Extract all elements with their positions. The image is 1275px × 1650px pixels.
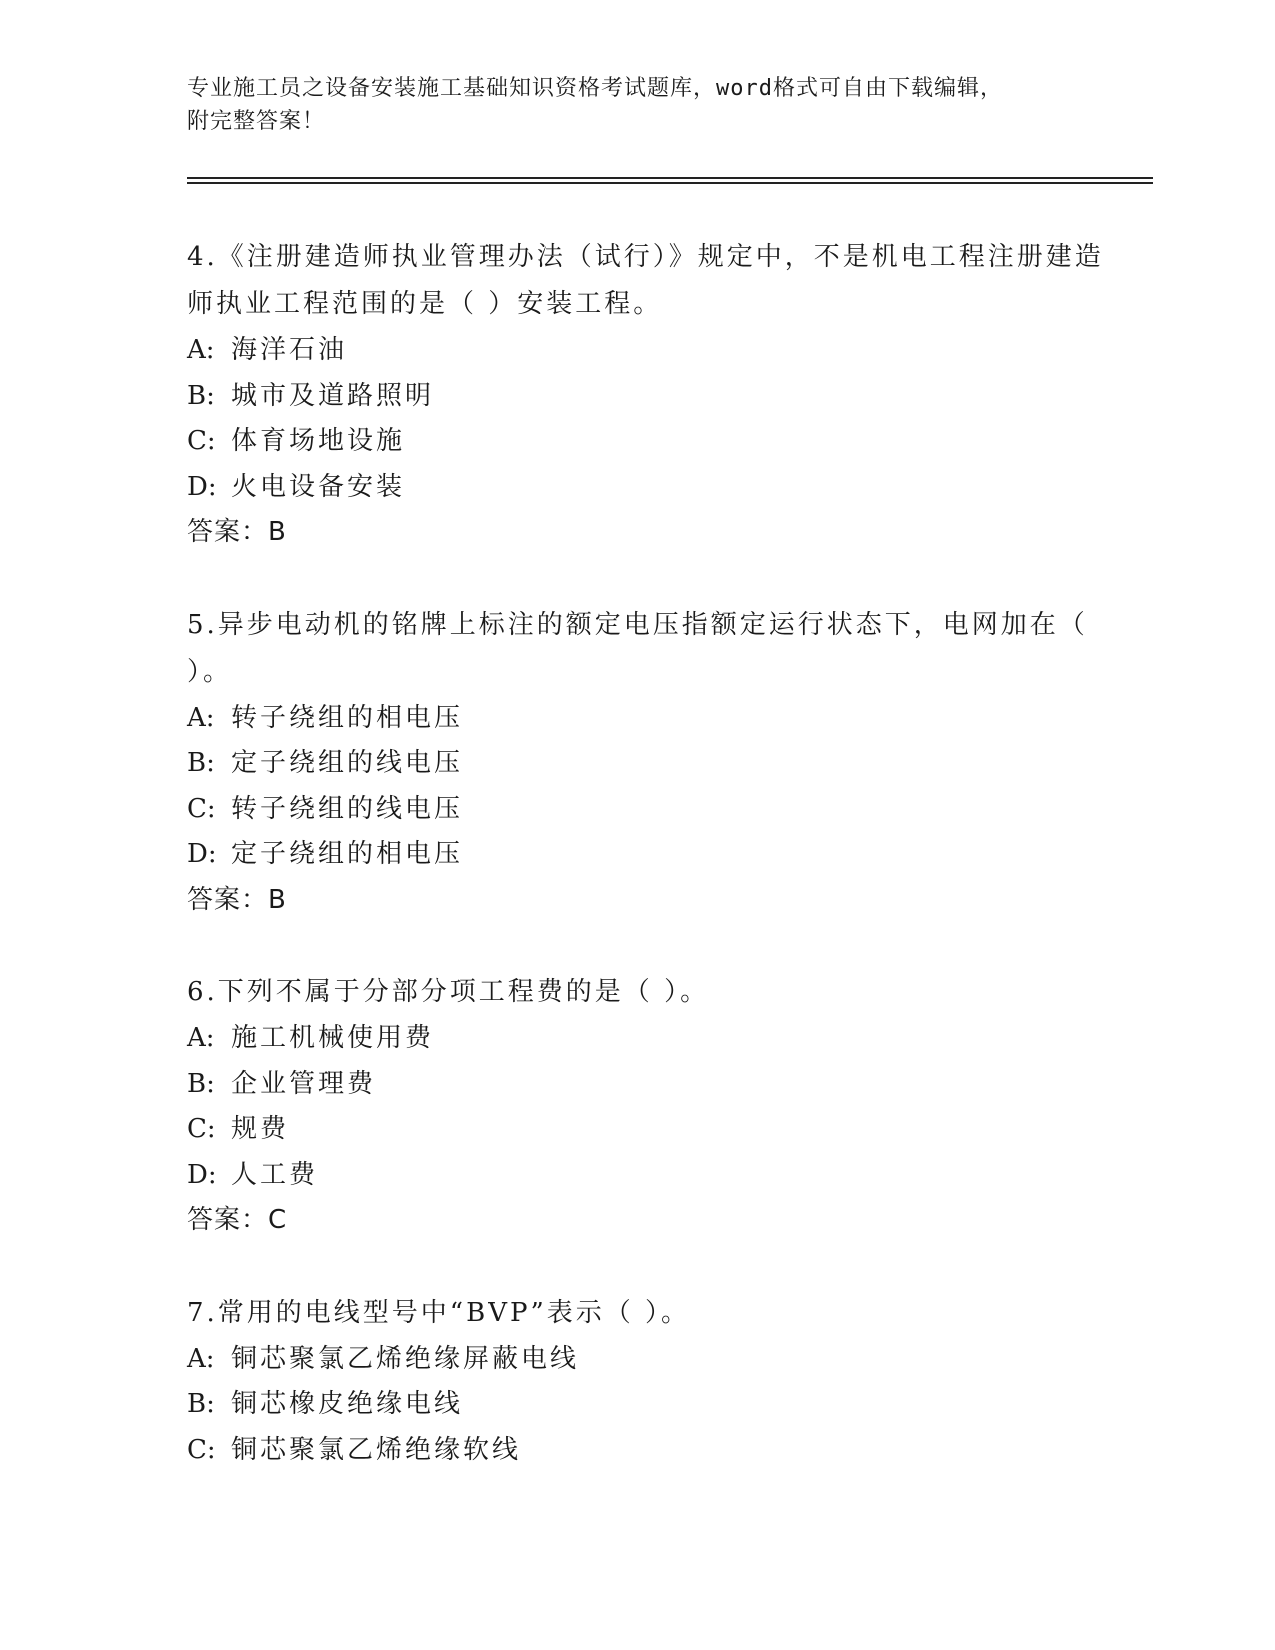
option-c <box>187 1428 1127 1474</box>
question-stem: 5.异步电动机的铭牌上标注的额定电压指额定运行状态下，电网加在（ ）。 <box>187 609 1088 687</box>
answer-label: 答案：B <box>187 517 287 547</box>
question-4 <box>187 234 1127 556</box>
option-letter: B: <box>187 748 215 778</box>
option-letter: B: <box>187 380 215 411</box>
option-letter: A: <box>187 1343 215 1374</box>
option-a <box>187 696 1127 742</box>
document-header <box>187 72 1087 138</box>
option-text: 体育场地设施 <box>231 426 406 456</box>
option-a <box>187 1337 1127 1383</box>
option-letter: A: <box>187 335 215 365</box>
option-b <box>187 741 1127 787</box>
option-d <box>187 1153 1127 1199</box>
option-text: 铜芯聚氯乙烯绝缘屏蔽电线 <box>231 1343 580 1374</box>
option-letter: B: <box>187 1068 215 1099</box>
option-text: 铜芯橡皮绝缘电线 <box>231 1389 464 1419</box>
option-letter: A: <box>187 702 215 733</box>
option-letter: D: <box>187 839 217 869</box>
option-d <box>187 832 1127 878</box>
option-text: 铜芯聚氯乙烯绝缘软线 <box>231 1434 522 1465</box>
option-b <box>187 1382 1127 1428</box>
option-letter: C: <box>187 426 216 456</box>
option-letter: D: <box>187 471 217 502</box>
answer-label: 答案：B <box>187 884 287 915</box>
question-stem: 4.《注册建造师执业管理办法（试行）》规定中，不是机电工程注册建造师执业工程范围的是（ ）安装工程。 <box>187 242 1104 319</box>
option-letter: B: <box>187 1389 215 1419</box>
option-b <box>187 374 1127 420</box>
option-text: 火电设备安装 <box>231 471 406 502</box>
option-letter: C: <box>187 793 216 824</box>
option-a <box>187 1016 1127 1062</box>
option-letter: C: <box>187 1434 216 1465</box>
option-text: 转子绕组的相电压 <box>231 702 464 733</box>
option-c <box>187 787 1127 833</box>
question-list <box>187 234 1127 1519</box>
question-5 <box>187 602 1127 924</box>
option-c <box>187 419 1127 465</box>
option-d <box>187 465 1127 511</box>
option-b <box>187 1062 1127 1108</box>
header-line-2: 附完整答案！ <box>187 109 326 134</box>
option-a <box>187 328 1127 374</box>
option-text: 海洋石油 <box>231 335 348 365</box>
option-text: 规费 <box>231 1114 290 1144</box>
question-7 <box>187 1290 1127 1474</box>
question-stem: 6.下列不属于分部分项工程费的是（ ）。 <box>187 977 710 1007</box>
header-divider-top <box>187 177 1153 179</box>
option-text: 转子绕组的线电压 <box>231 793 464 824</box>
header-line-1: 专业施工员之设备安装施工基础知识资格考试题库，word格式可自由下载编辑， <box>187 76 1003 101</box>
header-divider-bottom <box>187 182 1153 184</box>
option-text: 人工费 <box>231 1159 319 1190</box>
option-letter: A: <box>187 1023 215 1053</box>
answer-label: 答案：C <box>187 1205 288 1235</box>
question-6 <box>187 969 1127 1244</box>
option-text: 定子绕组的线电压 <box>231 748 464 778</box>
option-text: 施工机械使用费 <box>231 1023 435 1053</box>
option-text: 定子绕组的相电压 <box>231 839 464 869</box>
option-text: 城市及道路照明 <box>231 380 435 411</box>
option-c <box>187 1107 1127 1153</box>
option-letter: C: <box>187 1114 216 1144</box>
option-letter: D: <box>187 1159 217 1190</box>
question-stem: 7.常用的电线型号中“BVP”表示（ ）。 <box>187 1297 691 1328</box>
option-text: 企业管理费 <box>231 1068 377 1099</box>
